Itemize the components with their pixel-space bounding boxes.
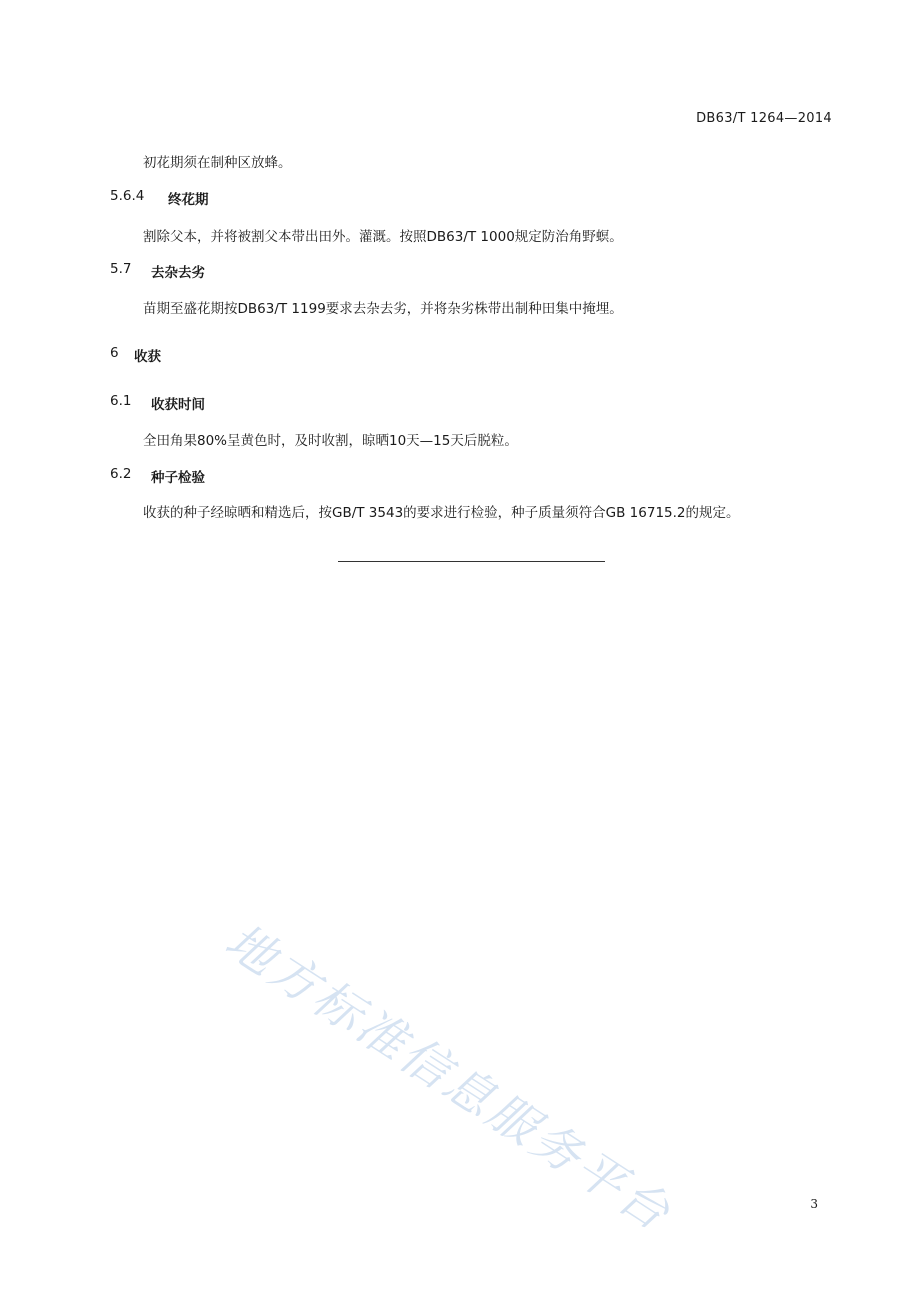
section-number-6-1: 6.1	[110, 393, 132, 409]
section-number-6: 6	[110, 345, 119, 361]
section-title-final-flowering: 终花期	[168, 192, 209, 208]
paragraph-rogueing: 苗期至盛花期按DB63/T 1199要求去杂去劣，并将杂劣株带出制种田集中掩埋。	[143, 301, 623, 317]
section-title-harvest-time: 收获时间	[151, 397, 205, 413]
end-of-document-rule	[338, 561, 605, 562]
section-title-rogueing: 去杂去劣	[151, 265, 205, 281]
watermark: 地方标准信息服务平台	[215, 912, 682, 1243]
section-number-5-7: 5.7	[110, 261, 132, 277]
section-title-harvest: 收获	[134, 349, 161, 365]
paragraph-bee-release: 初花期须在制种区放蜂。	[143, 155, 292, 171]
paragraph-harvest-time: 全田角果80%呈黄色时，及时收割，晾晒10天—15天后脱粒。	[143, 433, 518, 449]
paragraph-seed-testing: 收获的种子经晾晒和精选后，按GB/T 3543的要求进行检验，种子质量须符合GB 16715.2的规定。	[143, 505, 740, 521]
section-title-seed-testing: 种子检验	[151, 470, 205, 486]
document-code: DB63/T 1264—2014	[696, 111, 832, 126]
paragraph-remove-male-parent: 割除父本，并将被割父本带出田外。灌溉。按照DB63/T 1000规定防治角野螟。	[143, 229, 623, 245]
page-number: 3	[810, 1197, 818, 1211]
section-number-5-6-4: 5.6.4	[110, 188, 145, 204]
section-number-6-2: 6.2	[110, 466, 132, 482]
